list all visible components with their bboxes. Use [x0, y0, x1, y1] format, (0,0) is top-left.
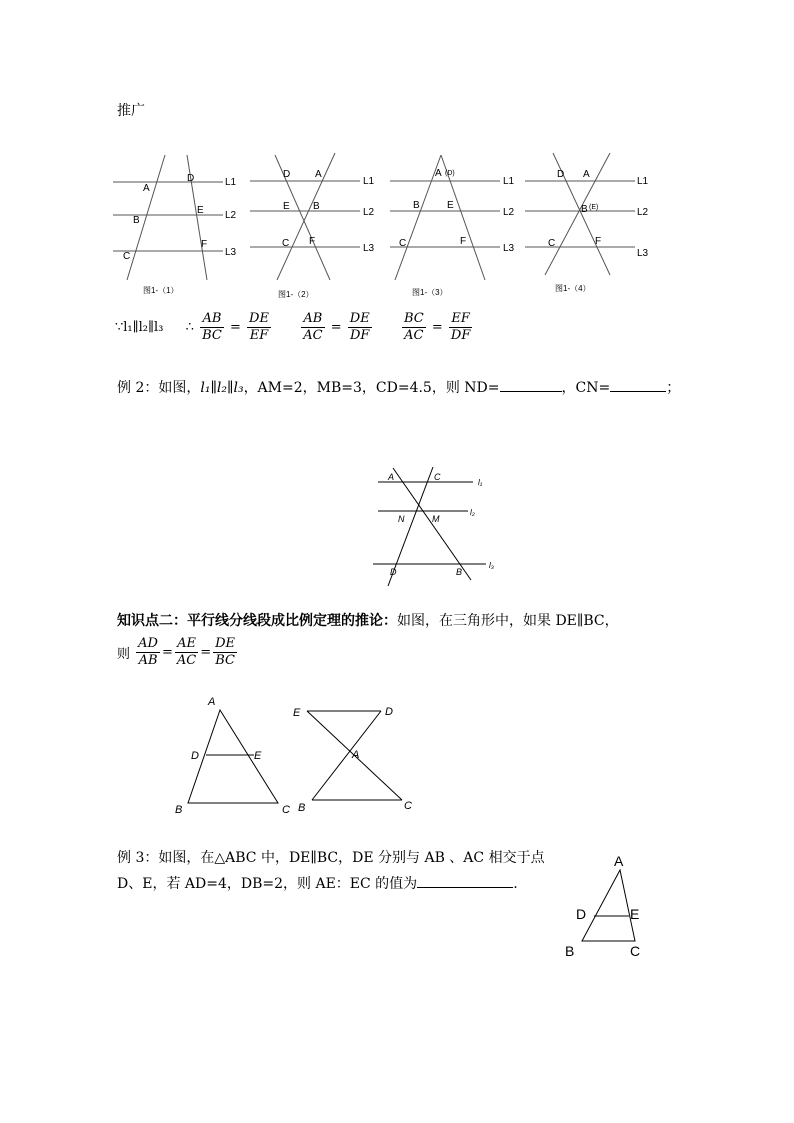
question-body: D、E，若 AD=4，DB=2，则 AE：EC 的值为	[117, 876, 418, 892]
line-label: L2	[503, 207, 515, 218]
equals-sign: =	[161, 645, 173, 660]
point-label: E	[283, 201, 290, 212]
line-label: L3	[503, 243, 515, 254]
answer-blank-ratio[interactable]	[417, 887, 513, 888]
knowledge-title: 知识点二：平行线分线段成比例定理的推论：	[117, 613, 397, 629]
line-label: L1	[225, 177, 237, 188]
point-label-superscript: (E)	[589, 204, 599, 211]
point-label: B	[581, 204, 588, 215]
knowledge-text: 如图，在三角形中，如果 DE∥BC，	[397, 613, 619, 629]
line-label: L3	[225, 247, 237, 258]
point-label: A	[315, 169, 322, 180]
point-label: A	[388, 472, 395, 482]
answer-blank-nd[interactable]	[500, 391, 562, 392]
question-end: ；	[666, 380, 681, 396]
point-label: E	[293, 707, 301, 719]
point-label: A	[208, 696, 216, 708]
point-label: D	[390, 567, 397, 577]
line-label: l₃	[489, 561, 494, 570]
figure-caption: 图1-（1）	[143, 286, 179, 295]
point-label: A	[614, 853, 624, 869]
fraction: $\frac{BC}{AC}$	[403, 311, 424, 343]
equals-sign: =	[229, 320, 241, 335]
example-3-line-2	[117, 873, 518, 893]
point-label: C	[399, 238, 407, 249]
since-statement: ∵l₁∥l₂∥l₃	[115, 320, 164, 335]
point-label: E	[630, 906, 640, 922]
line-label: L2	[637, 207, 649, 218]
example-label: 例 2：如图，	[117, 380, 201, 396]
parallel-statement: l₁∥l₂∥l₃	[200, 380, 244, 396]
point-label: A	[352, 749, 360, 761]
fraction: $\frac{AE}{AC}$	[176, 636, 197, 668]
point-label: C	[630, 943, 641, 959]
fraction: $\frac{DE}{BC}$	[215, 636, 236, 668]
point-label: F	[595, 236, 602, 247]
fraction: $\frac{EF}{DF}$	[450, 311, 471, 343]
point-label: B	[313, 201, 320, 212]
line-label: L1	[363, 176, 375, 187]
line-label: L3	[637, 248, 649, 259]
equals-sign: =	[330, 320, 342, 335]
theorem-line	[115, 311, 474, 344]
figure-caption: 图1-（4）	[555, 284, 591, 293]
example-3-figure	[560, 850, 650, 965]
equals-sign: =	[431, 320, 443, 335]
then-word: 则	[117, 647, 131, 662]
therefore-symbol: ∴	[185, 320, 194, 335]
point-label: N	[398, 514, 405, 524]
point-label: C	[404, 800, 412, 812]
point-label: M	[432, 514, 440, 524]
point-label: E	[254, 750, 262, 762]
line-label: l₂	[470, 508, 475, 517]
question-body: ，AM=2，MB=3，CD=4.5，则 ND=	[243, 380, 500, 396]
section-heading: 推广	[117, 103, 145, 119]
point-label: C	[282, 804, 290, 816]
point-label: E	[197, 205, 204, 216]
point-label: D	[283, 169, 291, 180]
fraction: $\frac{DE}{DF}$	[349, 311, 370, 343]
example-2-figure	[368, 462, 508, 592]
point-label: F	[201, 239, 208, 250]
point-label: F	[460, 236, 467, 247]
point-label: C	[282, 238, 290, 249]
point-label: A	[583, 169, 590, 180]
figure-1-diagrams	[105, 145, 685, 305]
point-label: D	[191, 750, 199, 762]
question-end: .	[513, 876, 518, 892]
point-label: B	[175, 804, 183, 816]
point-label-superscript: (D)	[445, 170, 455, 177]
point-label: F	[309, 236, 316, 247]
knowledge-point-2	[117, 610, 619, 630]
line-label: L1	[503, 176, 515, 187]
equals-sign: =	[200, 645, 212, 660]
fraction: $\frac{AD}{AB}$	[138, 636, 158, 668]
point-label: D	[576, 906, 587, 922]
point-label: B	[413, 200, 420, 211]
line-label: L1	[637, 176, 649, 187]
point-label: C	[434, 472, 441, 482]
fraction: $\frac{AB}{BC}$	[202, 311, 222, 343]
line-label: L3	[363, 243, 375, 254]
point-label: D	[557, 169, 565, 180]
point-label: B	[133, 215, 140, 226]
point-label: E	[447, 200, 454, 211]
point-label: B	[456, 567, 463, 577]
point-label: B	[298, 802, 306, 814]
point-label: B	[565, 943, 575, 959]
point-label: A	[143, 183, 150, 194]
figure-caption: 图1-（2）	[278, 290, 314, 299]
line-label: l₁	[478, 478, 483, 487]
question-body: ，CN=	[561, 380, 611, 396]
point-label: A	[435, 168, 442, 179]
point-label: C	[123, 251, 131, 262]
point-label: D	[187, 173, 195, 184]
example-2-question	[117, 377, 680, 397]
point-label: D	[385, 706, 393, 718]
fraction: $\frac{DE}{EF}$	[249, 311, 269, 343]
fraction: $\frac{AB}{AC}$	[303, 311, 323, 343]
corollary-formula	[117, 636, 239, 669]
figure-caption: 图1-（3）	[412, 288, 448, 297]
example-3-line-1: 例 3：如图，在△ABC 中，DE∥BC，DE 分别与 AB 、AC 相交于点	[117, 850, 545, 866]
line-label: L2	[363, 207, 375, 218]
answer-blank-cn[interactable]	[610, 391, 666, 392]
line-label: L2	[225, 210, 237, 221]
corollary-figures	[170, 690, 430, 820]
point-label: C	[548, 238, 556, 249]
